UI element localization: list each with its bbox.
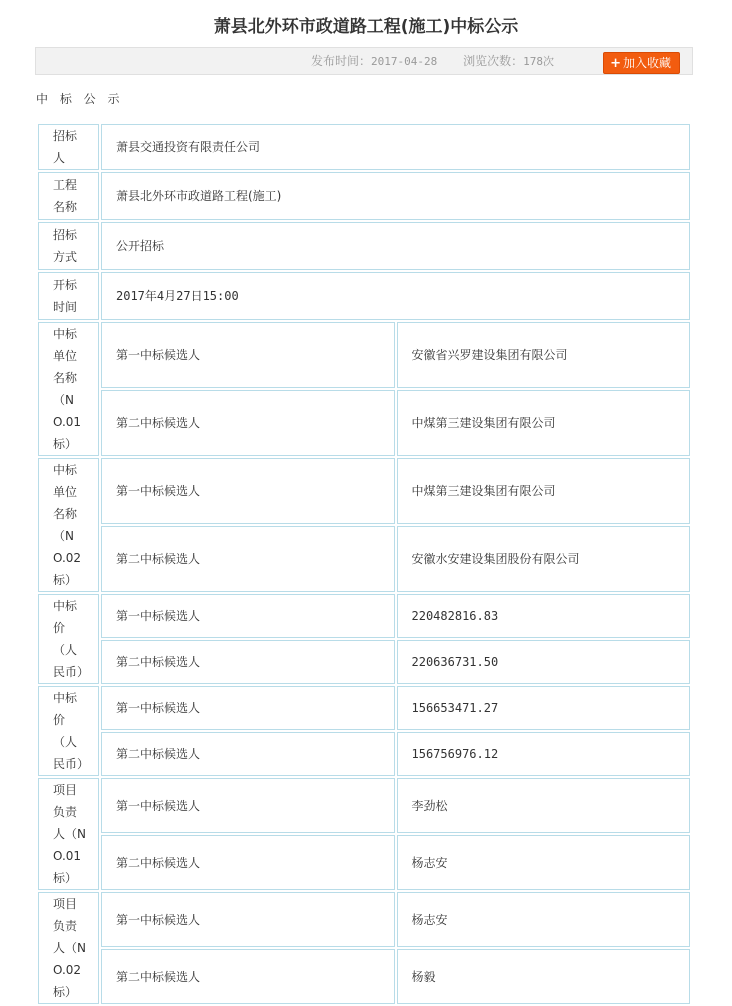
candidate-label: 第二中标候选人: [101, 732, 395, 776]
table-row: [38, 390, 690, 456]
candidate-value: 杨毅: [397, 949, 691, 1004]
table-row: [38, 172, 690, 220]
candidate-value: 220482816.83: [397, 594, 691, 638]
table-row: [38, 778, 690, 833]
group-key: 中标单位名称（NO.02标）: [38, 458, 99, 592]
table-row: [38, 526, 690, 592]
row-value: 萧县北外环市政道路工程(施工): [101, 172, 690, 220]
table-row: [38, 949, 690, 1004]
candidate-label: 第二中标候选人: [101, 640, 395, 684]
table-row: [38, 322, 690, 388]
candidate-value: 安徽水安建设集团股份有限公司: [397, 526, 691, 592]
candidate-value: 中煤第三建设集团有限公司: [397, 390, 691, 456]
section-label: 中 标 公 示: [36, 92, 124, 106]
row-key: 工程名称: [38, 172, 99, 220]
candidate-label: 第二中标候选人: [101, 390, 395, 456]
row-key: 开标时间: [38, 272, 99, 320]
candidate-label: 第二中标候选人: [101, 949, 395, 1004]
table-row: [38, 594, 690, 638]
group-key: 中标单位名称（NO.01标）: [38, 322, 99, 456]
row-key: 招标人: [38, 124, 99, 170]
row-value: 公开招标: [101, 222, 690, 270]
candidate-value: 156653471.27: [397, 686, 691, 730]
candidate-value: 220636731.50: [397, 640, 691, 684]
group-key: 项目负责人（NO.02标）: [38, 892, 99, 1004]
candidate-label: 第二中标候选人: [101, 835, 395, 890]
add-favorite-label: 加入收藏: [622, 56, 671, 70]
page-title: 萧县北外环市政道路工程(施工)中标公示: [213, 17, 519, 37]
row-value: 萧县交通投资有限责任公司: [101, 124, 690, 170]
publish-date: 2017-04-28: [371, 55, 438, 68]
views-count: 178次: [523, 55, 554, 68]
meta-info: [36, 48, 554, 74]
candidate-value: 中煤第三建设集团有限公司: [397, 458, 691, 524]
group-key: 中标价（人民币）: [38, 686, 99, 776]
table-row: [38, 892, 690, 947]
add-favorite-button[interactable]: [603, 52, 680, 74]
table-row: [38, 686, 690, 730]
table-row: [38, 124, 690, 170]
table-row: [38, 272, 690, 320]
candidate-value: 杨志安: [397, 835, 691, 890]
candidate-label: 第二中标候选人: [101, 526, 395, 592]
candidate-value: 安徽省兴罗建设集团有限公司: [397, 322, 691, 388]
table-row: [38, 732, 690, 776]
group-key: 中标价（人民币）: [38, 594, 99, 684]
candidate-label: 第一中标候选人: [101, 322, 395, 388]
candidate-label: 第一中标候选人: [101, 594, 395, 638]
row-value: 2017年4月27日15:00: [101, 272, 690, 320]
meta-bar: [35, 47, 693, 75]
table-row: [38, 835, 690, 890]
candidate-value: 李劲松: [397, 778, 691, 833]
candidate-label: 第一中标候选人: [101, 458, 395, 524]
candidate-value: 156756976.12: [397, 732, 691, 776]
candidate-label: 第一中标候选人: [101, 686, 395, 730]
plus-icon: +: [610, 56, 621, 71]
group-key: 项目负责人（NO.01标）: [38, 778, 99, 890]
candidate-label: 第一中标候选人: [101, 778, 395, 833]
notice-table: [36, 122, 692, 1006]
candidate-label: 第一中标候选人: [101, 892, 395, 947]
table-row: [38, 222, 690, 270]
table-row: [38, 640, 690, 684]
views-label: 浏览次数：: [463, 54, 524, 68]
row-key: 招标方式: [38, 222, 99, 270]
candidate-value: 杨志安: [397, 892, 691, 947]
publish-label: 发布时间：: [311, 54, 372, 68]
table-row: [38, 458, 690, 524]
